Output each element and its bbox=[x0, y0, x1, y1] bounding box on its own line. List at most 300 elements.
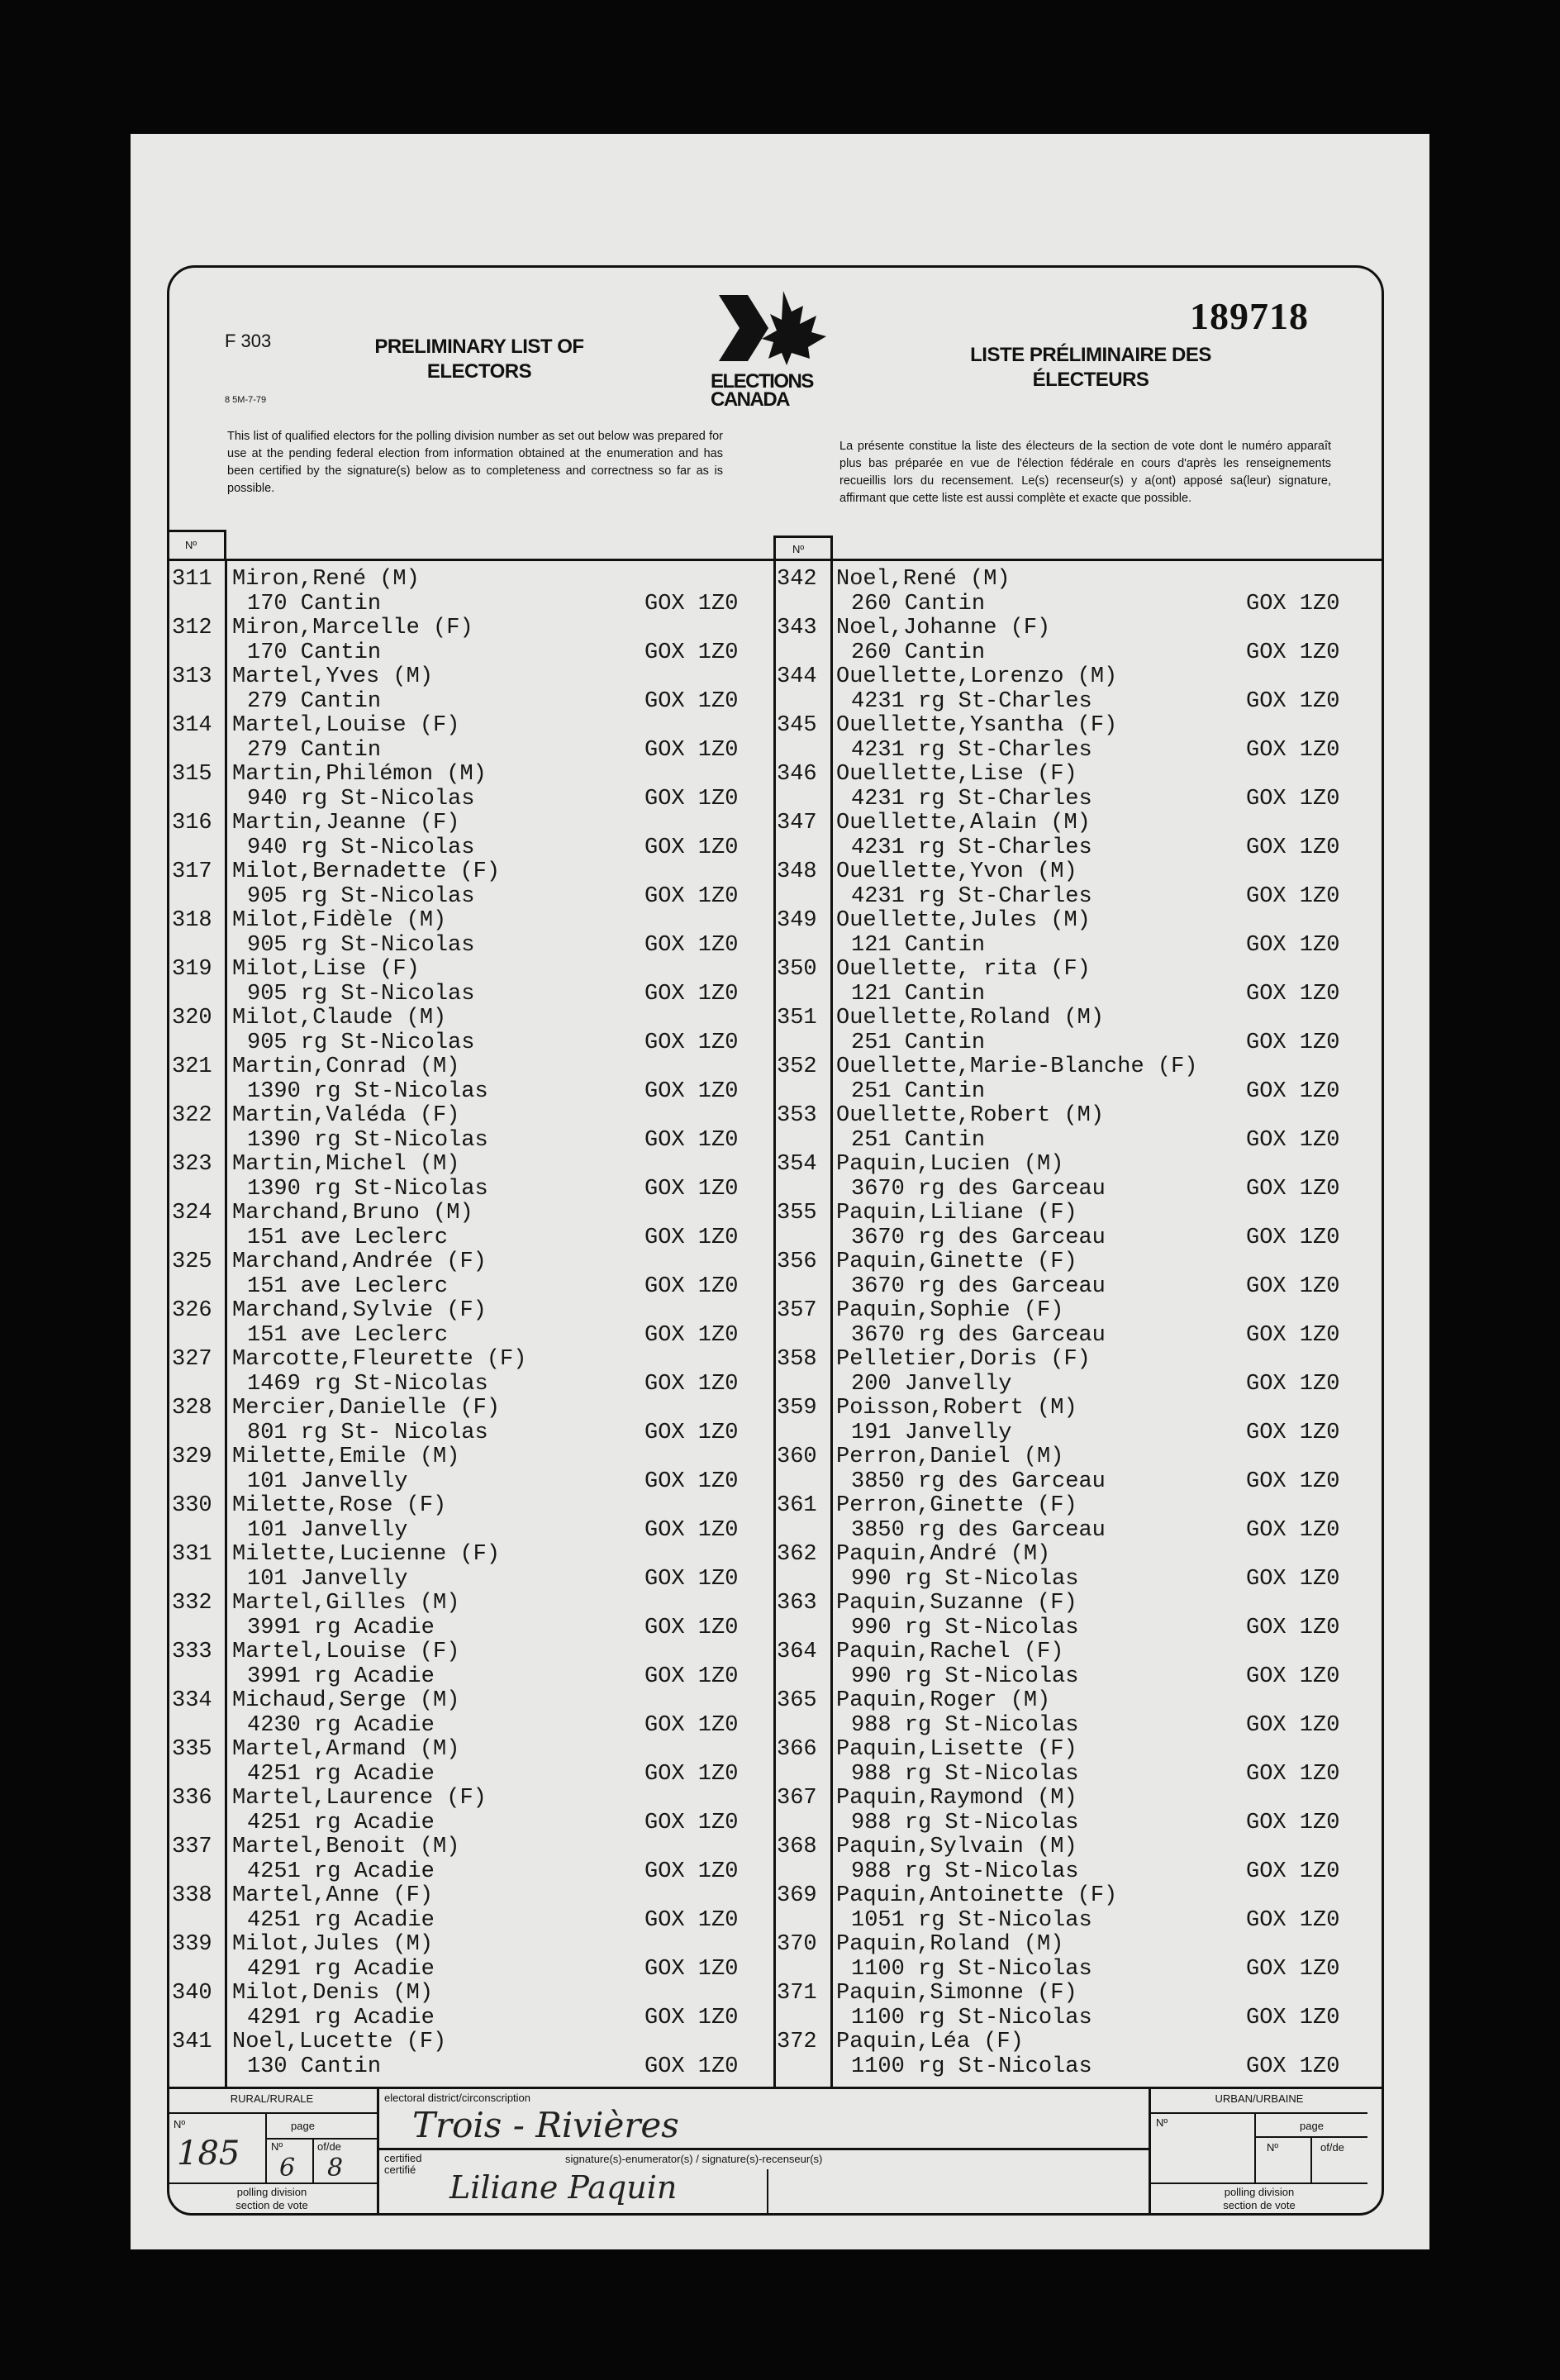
elector-address: 905 rg St-Nicolas bbox=[247, 1030, 475, 1055]
postal-code: GOX 1Z0 bbox=[1246, 1420, 1340, 1445]
divider bbox=[1151, 2112, 1367, 2114]
elector-number: 328 bbox=[172, 1396, 212, 1421]
postal-code: GOX 1Z0 bbox=[1246, 1907, 1340, 1933]
elector-address: 3991 rg Acadie bbox=[247, 1664, 435, 1689]
polling-division-label bbox=[167, 2186, 377, 2212]
elector-number: 320 bbox=[172, 1006, 212, 1031]
elector-address: 130 Cantin bbox=[247, 2054, 382, 2079]
no-header-right bbox=[773, 536, 833, 560]
elector-address: 4230 rg Acadie bbox=[247, 1712, 435, 1738]
postal-code: GOX 1Z0 bbox=[644, 688, 739, 714]
elector-number: 361 bbox=[777, 1493, 817, 1518]
postal-code: GOX 1Z0 bbox=[1246, 981, 1340, 1007]
elector-address: 3670 rg des Garceau bbox=[851, 1176, 1106, 1202]
postal-code: GOX 1Z0 bbox=[1246, 1664, 1340, 1689]
elector-address: 4231 rg St-Charles bbox=[851, 883, 1092, 909]
elector-name: Milot,Fidèle (M) bbox=[232, 908, 447, 933]
elector-address: 1469 rg St-Nicolas bbox=[247, 1371, 488, 1397]
elector-address: 279 Cantin bbox=[247, 737, 382, 763]
elector-address: 200 Janvelly bbox=[851, 1371, 1012, 1397]
divider bbox=[379, 2148, 1149, 2150]
postal-code: GOX 1Z0 bbox=[644, 1956, 739, 1982]
elector-name: Noel,Lucette (F) bbox=[232, 2030, 447, 2054]
elector-address: 1100 rg St-Nicolas bbox=[851, 2054, 1092, 2079]
district-label: electoral district/circonscription bbox=[384, 2092, 531, 2104]
elector-number: 335 bbox=[172, 1737, 212, 1762]
postal-code: GOX 1Z0 bbox=[644, 1664, 739, 1689]
postal-code: GOX 1Z0 bbox=[644, 786, 739, 812]
postal-code: GOX 1Z0 bbox=[1246, 932, 1340, 958]
elector-address: 4291 rg Acadie bbox=[247, 2005, 435, 2030]
maple-leaf-x-icon bbox=[711, 291, 855, 365]
postal-code: GOX 1Z0 bbox=[644, 591, 739, 616]
elections-canada-logo bbox=[711, 291, 855, 411]
elector-name: Noel,René (M) bbox=[836, 567, 1011, 592]
certified-en: certified bbox=[384, 2152, 422, 2164]
elector-address: 3850 rg des Garceau bbox=[851, 1468, 1106, 1494]
elector-name: Paquin,Raymond (M) bbox=[836, 1786, 1077, 1811]
urban-box bbox=[1149, 2087, 1367, 2216]
elector-name: Paquin,Rachel (F) bbox=[836, 1640, 1064, 1664]
elector-number: 372 bbox=[777, 2030, 817, 2054]
enumerator-signature: Liliane Paquin bbox=[449, 2169, 678, 2206]
postal-code: GOX 1Z0 bbox=[1246, 640, 1340, 665]
elector-number: 351 bbox=[777, 1006, 817, 1031]
intro-fr: La présente constitue la liste des électeurs de la section de vote dont le numéro apparaît plus bas préparée en vue de l'élection fédérale en cours d'après les renseignements recueillis lors du recensement. Le(s) recenseur(s) y a(ont) apposé sa(leur) signature, affirmant que cette liste est aussi complète et exacte que possible. bbox=[839, 440, 1331, 505]
elector-number: 333 bbox=[172, 1640, 212, 1664]
elector-address: 151 ave Leclerc bbox=[247, 1225, 449, 1250]
elector-name: Milot,Bernadette (F) bbox=[232, 859, 501, 884]
elector-address: 1390 rg St-Nicolas bbox=[247, 1176, 488, 1202]
postal-code: GOX 1Z0 bbox=[644, 932, 739, 958]
elector-number: 350 bbox=[777, 957, 817, 982]
elector-name: Ouellette,Yvon (M) bbox=[836, 859, 1077, 884]
elector-number: 354 bbox=[777, 1152, 817, 1177]
elector-number: 342 bbox=[777, 567, 817, 592]
certified-fr: certifié bbox=[384, 2163, 416, 2176]
elector-name: Paquin,Roger (M) bbox=[836, 1688, 1051, 1713]
postal-code: GOX 1Z0 bbox=[644, 1468, 739, 1494]
elector-name: Marchand,Sylvie (F) bbox=[232, 1298, 487, 1323]
divider bbox=[1310, 2136, 1312, 2182]
elector-number: 364 bbox=[777, 1640, 817, 1664]
elector-number: 352 bbox=[777, 1054, 817, 1079]
postal-code: GOX 1Z0 bbox=[1246, 1468, 1340, 1494]
elector-address: 251 Cantin bbox=[851, 1030, 986, 1055]
postal-code: GOX 1Z0 bbox=[1246, 1225, 1340, 1250]
page-no-label: Nº bbox=[271, 2140, 283, 2153]
elector-number: 316 bbox=[172, 811, 212, 835]
elector-name: Paquin,Sophie (F) bbox=[836, 1298, 1064, 1323]
elector-address: 3991 rg Acadie bbox=[247, 1615, 435, 1640]
elector-address: 1100 rg St-Nicolas bbox=[851, 1956, 1092, 1982]
elector-address: 170 Cantin bbox=[247, 640, 382, 665]
page-total: 8 bbox=[327, 2154, 344, 2182]
elector-name: Milot,Claude (M) bbox=[232, 1006, 447, 1031]
divider bbox=[1254, 2112, 1256, 2182]
elector-number: 322 bbox=[172, 1103, 212, 1128]
postal-code: GOX 1Z0 bbox=[644, 1761, 739, 1787]
elector-name: Paquin,Léa (F) bbox=[836, 2030, 1024, 2054]
divider bbox=[167, 2112, 377, 2114]
logo-text-canada: CANADA bbox=[711, 388, 789, 411]
elector-number: 368 bbox=[777, 1835, 817, 1859]
elector-name: Ouellette,Ysantha (F) bbox=[836, 713, 1118, 738]
elector-number: 313 bbox=[172, 664, 212, 689]
elector-address: 988 rg St-Nicolas bbox=[851, 1712, 1079, 1738]
elector-address: 4251 rg Acadie bbox=[247, 1907, 435, 1933]
divider bbox=[265, 2112, 267, 2182]
elector-number: 360 bbox=[777, 1445, 817, 1469]
postal-code: GOX 1Z0 bbox=[644, 1859, 739, 1884]
elector-name: Paquin,Ginette (F) bbox=[836, 1250, 1077, 1274]
elector-address: 4251 rg Acadie bbox=[247, 1810, 435, 1835]
elector-number: 312 bbox=[172, 616, 212, 640]
elector-name: Milot,Lise (F) bbox=[232, 957, 420, 982]
elector-name: Paquin,Antoinette (F) bbox=[836, 1883, 1118, 1908]
elector-address: 801 rg St- Nicolas bbox=[247, 1420, 488, 1445]
postal-code: GOX 1Z0 bbox=[644, 1322, 739, 1348]
elector-number: 353 bbox=[777, 1103, 817, 1128]
polling-label-fr: section de vote bbox=[235, 2199, 308, 2211]
postal-code: GOX 1Z0 bbox=[644, 640, 739, 665]
postal-code: GOX 1Z0 bbox=[644, 1907, 739, 1933]
elector-number: 359 bbox=[777, 1396, 817, 1421]
postal-code: GOX 1Z0 bbox=[1246, 1956, 1340, 1982]
rural-box bbox=[167, 2087, 379, 2216]
rural-label: RURAL/RURALE bbox=[230, 2092, 314, 2105]
elector-number: 346 bbox=[777, 762, 817, 787]
postal-code: GOX 1Z0 bbox=[1246, 1712, 1340, 1738]
print-code: 8 5M-7-79 bbox=[225, 395, 267, 405]
urban-page-label: page bbox=[1300, 2120, 1324, 2132]
elector-address: 3670 rg des Garceau bbox=[851, 1322, 1106, 1348]
elector-address: 4231 rg St-Charles bbox=[851, 688, 1092, 714]
urban-polling-en: polling division bbox=[1224, 2186, 1295, 2198]
elector-name: Ouellette,Jules (M) bbox=[836, 908, 1091, 933]
elector-number: 337 bbox=[172, 1835, 212, 1859]
elector-address: 251 Cantin bbox=[851, 1127, 986, 1153]
elector-name: Ouellette,Roland (M) bbox=[836, 1006, 1105, 1031]
elector-address: 3670 rg des Garceau bbox=[851, 1273, 1106, 1299]
elector-name: Martel,Gilles (M) bbox=[232, 1591, 460, 1616]
elector-name: Noel,Johanne (F) bbox=[836, 616, 1051, 640]
divider bbox=[767, 2169, 768, 2216]
elector-number: 363 bbox=[777, 1591, 817, 1616]
elector-number: 356 bbox=[777, 1250, 817, 1274]
elector-name: Ouellette,Alain (M) bbox=[836, 811, 1091, 835]
postal-code: GOX 1Z0 bbox=[1246, 1127, 1340, 1153]
postal-code: GOX 1Z0 bbox=[1246, 883, 1340, 909]
elector-number: 347 bbox=[777, 811, 817, 835]
elector-number: 345 bbox=[777, 713, 817, 738]
elector-number: 319 bbox=[172, 957, 212, 982]
elector-address: 990 rg St-Nicolas bbox=[851, 1615, 1079, 1640]
elector-name: Martel,Laurence (F) bbox=[232, 1786, 487, 1811]
elector-name: Perron,Daniel (M) bbox=[836, 1445, 1064, 1469]
elector-number: 321 bbox=[172, 1054, 212, 1079]
urban-polling-fr: section de vote bbox=[1223, 2199, 1296, 2211]
title-en-line1: PRELIMINARY LIST OF bbox=[374, 336, 584, 358]
rural-no-label: Nº bbox=[174, 2118, 186, 2130]
elector-name: Martin,Conrad (M) bbox=[232, 1054, 460, 1079]
postal-code: GOX 1Z0 bbox=[644, 883, 739, 909]
elector-address: 260 Cantin bbox=[851, 640, 986, 665]
postal-code: GOX 1Z0 bbox=[1246, 591, 1340, 616]
postal-code: GOX 1Z0 bbox=[1246, 2005, 1340, 2030]
elector-name: Ouellette, rita (F) bbox=[836, 957, 1091, 982]
elector-name: Paquin,André (M) bbox=[836, 1542, 1051, 1567]
elector-address: 990 rg St-Nicolas bbox=[851, 1566, 1079, 1592]
elector-number: 330 bbox=[172, 1493, 212, 1518]
elector-name: Martel,Yves (M) bbox=[232, 664, 434, 689]
postal-code: GOX 1Z0 bbox=[1246, 1859, 1340, 1884]
page-number: 6 bbox=[279, 2154, 296, 2182]
postal-code: GOX 1Z0 bbox=[644, 1078, 739, 1104]
elector-address: 170 Cantin bbox=[247, 591, 382, 616]
postal-code: GOX 1Z0 bbox=[644, 737, 739, 763]
elector-name: Milot,Jules (M) bbox=[232, 1932, 434, 1957]
elector-address: 101 Janvelly bbox=[247, 1566, 408, 1592]
elector-address: 940 rg St-Nicolas bbox=[247, 835, 475, 860]
elector-address: 251 Cantin bbox=[851, 1078, 986, 1104]
urban-page-of-label: of/de bbox=[1320, 2141, 1344, 2154]
postal-code: GOX 1Z0 bbox=[644, 1127, 739, 1153]
title-en-line2: ELECTORS bbox=[426, 360, 532, 383]
postal-code: GOX 1Z0 bbox=[644, 2054, 739, 2079]
elector-number: 365 bbox=[777, 1688, 817, 1713]
col-divider bbox=[773, 559, 776, 2087]
divider bbox=[312, 2138, 314, 2182]
no-header-left bbox=[167, 530, 226, 560]
elector-name: Marchand,Bruno (M) bbox=[232, 1201, 473, 1226]
elector-name: Ouellette,Lise (F) bbox=[836, 762, 1077, 787]
elector-name: Pelletier,Doris (F) bbox=[836, 1347, 1091, 1372]
postal-code: GOX 1Z0 bbox=[644, 2005, 739, 2030]
urban-page-no-label: Nº bbox=[1267, 2141, 1279, 2154]
elector-number: 311 bbox=[172, 567, 212, 592]
postal-code: GOX 1Z0 bbox=[644, 835, 739, 860]
elector-name: Paquin,Liliane (F) bbox=[836, 1201, 1077, 1226]
district-value: Trois - Rivières bbox=[412, 2105, 679, 2145]
elector-name: Miron,René (M) bbox=[232, 567, 420, 592]
elector-name: Paquin,Lucien (M) bbox=[836, 1152, 1064, 1177]
elector-number: 324 bbox=[172, 1201, 212, 1226]
elector-number: 341 bbox=[172, 2030, 212, 2054]
divider bbox=[167, 2182, 377, 2184]
elector-address: 4231 rg St-Charles bbox=[851, 835, 1092, 860]
elector-address: 3670 rg des Garceau bbox=[851, 1225, 1106, 1250]
postal-code: GOX 1Z0 bbox=[1246, 786, 1340, 812]
postal-code: GOX 1Z0 bbox=[644, 1712, 739, 1738]
elector-number: 357 bbox=[777, 1298, 817, 1323]
elector-name: Martin,Michel (M) bbox=[232, 1152, 460, 1177]
elector-number: 314 bbox=[172, 713, 212, 738]
elector-name: Paquin,Lisette (F) bbox=[836, 1737, 1077, 1762]
elector-address: 3850 rg des Garceau bbox=[851, 1517, 1106, 1543]
elector-number: 332 bbox=[172, 1591, 212, 1616]
postal-code: GOX 1Z0 bbox=[644, 1420, 739, 1445]
elector-address: 4251 rg Acadie bbox=[247, 1859, 435, 1884]
elector-number: 340 bbox=[172, 1981, 212, 2006]
elector-number: 338 bbox=[172, 1883, 212, 1908]
postal-code: GOX 1Z0 bbox=[644, 1273, 739, 1299]
elector-address: 1100 rg St-Nicolas bbox=[851, 2005, 1092, 2030]
elector-address: 905 rg St-Nicolas bbox=[247, 932, 475, 958]
elector-number: 336 bbox=[172, 1786, 212, 1811]
postal-code: GOX 1Z0 bbox=[1246, 688, 1340, 714]
postal-code: GOX 1Z0 bbox=[644, 1615, 739, 1640]
elector-number: 326 bbox=[172, 1298, 212, 1323]
postal-code: GOX 1Z0 bbox=[644, 1371, 739, 1397]
elector-name: Milette,Rose (F) bbox=[232, 1493, 447, 1518]
elector-address: 101 Janvelly bbox=[247, 1468, 408, 1494]
postal-code: GOX 1Z0 bbox=[1246, 1761, 1340, 1787]
elector-number: 362 bbox=[777, 1542, 817, 1567]
elector-number: 334 bbox=[172, 1688, 212, 1713]
title-fr-line2: ÉLECTEURS bbox=[1032, 369, 1149, 391]
postal-code: GOX 1Z0 bbox=[644, 1225, 739, 1250]
divider bbox=[1151, 2182, 1367, 2184]
urban-label: URBAN/URBAINE bbox=[1215, 2092, 1304, 2105]
elector-name: Ouellette,Marie-Blanche (F) bbox=[836, 1054, 1198, 1079]
elector-name: Milette,Lucienne (F) bbox=[232, 1542, 501, 1567]
intro-en: This list of qualified electors for the polling division number as set out below was prepared for use at the pending federal election from information obtained at the enumeration and has been certified by the signature(s) below as to completeness and correctness so far as is possible. bbox=[227, 430, 723, 495]
elector-number: 317 bbox=[172, 859, 212, 884]
elector-address: 4291 rg Acadie bbox=[247, 1956, 435, 1982]
elector-address: 121 Cantin bbox=[851, 932, 986, 958]
elector-number: 318 bbox=[172, 908, 212, 933]
elector-name: Marcotte,Fleurette (F) bbox=[232, 1347, 527, 1372]
elector-number: 349 bbox=[777, 908, 817, 933]
elector-address: 279 Cantin bbox=[247, 688, 382, 714]
elector-address: 4231 rg St-Charles bbox=[851, 737, 1092, 763]
elector-number: 344 bbox=[777, 664, 817, 689]
elector-number: 339 bbox=[172, 1932, 212, 1957]
no-label-left: Nº bbox=[185, 539, 197, 551]
elector-number: 343 bbox=[777, 616, 817, 640]
elector-name: Martel,Armand (M) bbox=[232, 1737, 460, 1762]
divider bbox=[265, 2138, 377, 2140]
postal-code: GOX 1Z0 bbox=[644, 1810, 739, 1835]
elector-name: Mercier,Danielle (F) bbox=[232, 1396, 501, 1421]
district-box bbox=[379, 2087, 1149, 2216]
page-of-label: of/de bbox=[317, 2140, 341, 2153]
elector-address: 1390 rg St-Nicolas bbox=[247, 1078, 488, 1104]
elector-address: 151 ave Leclerc bbox=[247, 1273, 449, 1299]
elector-address: 940 rg St-Nicolas bbox=[247, 786, 475, 812]
elector-name: Martel,Louise (F) bbox=[232, 1640, 460, 1664]
elector-name: Martin,Valéda (F) bbox=[232, 1103, 460, 1128]
col-divider bbox=[225, 559, 227, 2087]
postal-code: GOX 1Z0 bbox=[644, 1176, 739, 1202]
postal-code: GOX 1Z0 bbox=[1246, 1176, 1340, 1202]
elector-number: 325 bbox=[172, 1250, 212, 1274]
postal-code: GOX 1Z0 bbox=[1246, 1273, 1340, 1299]
form-code: F 303 bbox=[225, 331, 272, 351]
elector-number: 371 bbox=[777, 1981, 817, 2006]
elector-address: 121 Cantin bbox=[851, 981, 986, 1007]
elector-name: Miron,Marcelle (F) bbox=[232, 616, 473, 640]
elector-name: Perron,Ginette (F) bbox=[836, 1493, 1077, 1518]
serial-number: 189718 bbox=[1190, 295, 1309, 337]
polling-division-number: 185 bbox=[177, 2135, 240, 2173]
elector-name: Ouellette,Robert (M) bbox=[836, 1103, 1105, 1128]
elector-address: 990 rg St-Nicolas bbox=[851, 1664, 1079, 1689]
postal-code: GOX 1Z0 bbox=[1246, 1078, 1340, 1104]
elector-name: Martel,Benoit (M) bbox=[232, 1835, 460, 1859]
elector-name: Martel,Anne (F) bbox=[232, 1883, 434, 1908]
signature-label: signature(s)-enumerator(s) / signature(s)-recenseur(s) bbox=[565, 2153, 823, 2165]
elector-number: 370 bbox=[777, 1932, 817, 1957]
elector-number: 315 bbox=[172, 762, 212, 787]
elector-number: 369 bbox=[777, 1883, 817, 1908]
postal-code: GOX 1Z0 bbox=[644, 1517, 739, 1543]
col-divider bbox=[830, 559, 833, 2087]
postal-code: GOX 1Z0 bbox=[644, 1030, 739, 1055]
postal-code: GOX 1Z0 bbox=[1246, 1517, 1340, 1543]
elector-name: Ouellette,Lorenzo (M) bbox=[836, 664, 1118, 689]
elector-number: 355 bbox=[777, 1201, 817, 1226]
postal-code: GOX 1Z0 bbox=[1246, 835, 1340, 860]
logo-text-elections: ELECTIONS bbox=[711, 370, 813, 393]
elector-number: 367 bbox=[777, 1786, 817, 1811]
polling-label-en: polling division bbox=[236, 2186, 307, 2198]
elector-number: 329 bbox=[172, 1445, 212, 1469]
elector-name: Martin,Jeanne (F) bbox=[232, 811, 460, 835]
elector-name: Paquin,Suzanne (F) bbox=[836, 1591, 1077, 1616]
elector-address: 988 rg St-Nicolas bbox=[851, 1859, 1079, 1884]
page-label: page bbox=[291, 2120, 315, 2132]
postal-code: GOX 1Z0 bbox=[1246, 1810, 1340, 1835]
postal-code: GOX 1Z0 bbox=[1246, 1371, 1340, 1397]
elector-address: 1051 rg St-Nicolas bbox=[851, 1907, 1092, 1933]
urban-no-label: Nº bbox=[1156, 2116, 1168, 2129]
postal-code: GOX 1Z0 bbox=[644, 981, 739, 1007]
elector-address: 101 Janvelly bbox=[247, 1517, 408, 1543]
elector-name: Paquin,Simonne (F) bbox=[836, 1981, 1077, 2006]
elector-address: 4231 rg St-Charles bbox=[851, 786, 1092, 812]
elector-name: Martel,Louise (F) bbox=[232, 713, 460, 738]
elector-name: Martin,Philémon (M) bbox=[232, 762, 487, 787]
title-fr-line1: LISTE PRÉLIMINAIRE DES bbox=[970, 344, 1211, 366]
elector-number: 366 bbox=[777, 1737, 817, 1762]
postal-code: GOX 1Z0 bbox=[1246, 1615, 1340, 1640]
elector-name: Paquin,Sylvain (M) bbox=[836, 1835, 1077, 1859]
elector-address: 260 Cantin bbox=[851, 591, 986, 616]
elector-name: Paquin,Roland (M) bbox=[836, 1932, 1064, 1957]
postal-code: GOX 1Z0 bbox=[1246, 1566, 1340, 1592]
elector-address: 151 ave Leclerc bbox=[247, 1322, 449, 1348]
elector-name: Michaud,Serge (M) bbox=[232, 1688, 460, 1713]
elector-name: Marchand,Andrée (F) bbox=[232, 1250, 487, 1274]
urban-polling-label bbox=[1151, 2186, 1367, 2212]
elector-address: 905 rg St-Nicolas bbox=[247, 981, 475, 1007]
elector-address: 988 rg St-Nicolas bbox=[851, 1761, 1079, 1787]
no-label-right: Nº bbox=[792, 543, 805, 555]
elector-address: 905 rg St-Nicolas bbox=[247, 883, 475, 909]
elector-name: Milot,Denis (M) bbox=[232, 1981, 434, 2006]
title-fr bbox=[925, 343, 1256, 393]
postal-code: GOX 1Z0 bbox=[1246, 737, 1340, 763]
elector-name: Poisson,Robert (M) bbox=[836, 1396, 1077, 1421]
title-en bbox=[331, 335, 628, 384]
elector-number: 331 bbox=[172, 1542, 212, 1567]
elector-number: 358 bbox=[777, 1347, 817, 1372]
elector-address: 1390 rg St-Nicolas bbox=[247, 1127, 488, 1153]
elector-address: 988 rg St-Nicolas bbox=[851, 1810, 1079, 1835]
elector-number: 323 bbox=[172, 1152, 212, 1177]
